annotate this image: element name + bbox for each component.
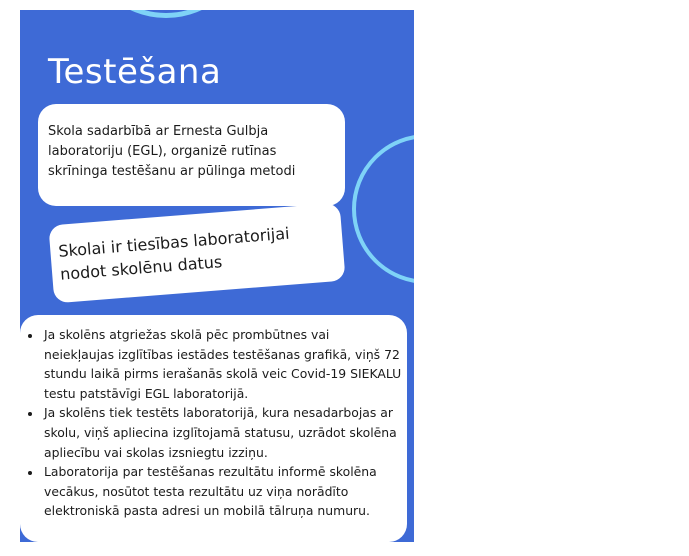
intro-card (38, 104, 345, 206)
rights-text: Skolai ir tiesības laboratorijai nodot skolēnu datus (57, 223, 291, 284)
rules-card (20, 315, 407, 542)
rights-card (48, 203, 345, 304)
testing-poster (20, 10, 414, 542)
rule-item-other-lab: • Ja skolēns tiek testēts laboratorijā, kura nesadarbojas ar skolu, viņš apliecina izglītojamā statusu, uzrādot skolēna apliecību vai skolas izsniegtu izziņu. (42, 403, 403, 462)
decorative-ring-top (82, 10, 250, 18)
poster-title: Testēšana (48, 52, 222, 92)
decorative-ring-right (352, 134, 414, 284)
rule-item-results: • Laboratorija par testēšanas rezultātu informē skolēna vecākus, nosūtot testa rezultātu uz viņa norādīto elektroniskā pasta adresi un mobilā tālruņa numuru. (42, 462, 403, 521)
intro-text: Skola sadarbībā ar Ernesta Gulbja laboratoriju (EGL), organizē rutīnas skrīninga testēšanu ar pūlinga metodi (48, 124, 296, 179)
rule-item-return: • Ja skolēns atgriežas skolā pēc prombūtnes vai neiekļaujas izglītības iestādes testēšanas grafikā, viņš 72 stundu laikā pirms ierašanās skolā veic Covid-19 SIEKALU testu patstāvīgi EGL laboratorijā. (42, 325, 403, 403)
rules-list (26, 325, 403, 521)
